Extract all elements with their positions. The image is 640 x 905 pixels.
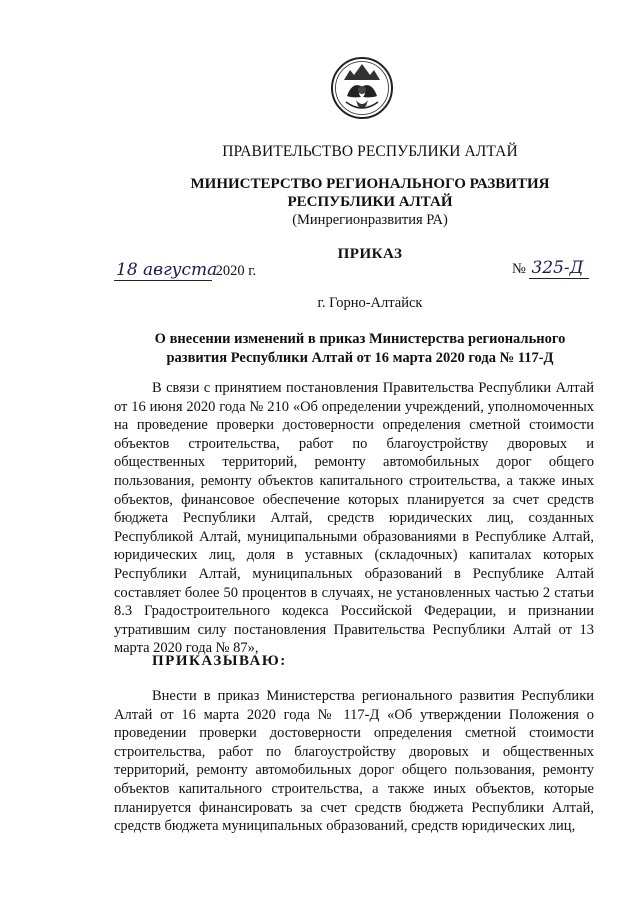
- ministry-name: [0, 175, 640, 211]
- order-title: [120, 330, 600, 368]
- ministry-name-line2: РЕСПУБЛИКИ АЛТАЙ: [287, 194, 453, 210]
- directive-paragraph: Внести в приказ Министерства регионального развития Республики Алтай от 16 марта 2020 года № 117-Д «Об утверждении Положения о проведении проверки достоверности определения сметной стоимости строительства, работ по благоустройству дворовых и общественных территорий, ремонту автомобильных дорог общего пользования, ремонту объектов капитального строительства, а также иных объектов, которые планируется финансировать за счет средств бюджета Республики Алтай, средств бюджета муниципальных образований, средств юридических лиц,: [114, 688, 594, 835]
- order-directive: ПРИКАЗЫВАЮ:: [152, 653, 287, 669]
- ministry-abbreviation: (Минрегионразвития РА): [292, 212, 448, 228]
- date-year: 2020 г.: [215, 263, 257, 279]
- ministry-name-line1: МИНИСТЕРСТВО РЕГИОНАЛЬНОГО РАЗВИТИЯ: [190, 176, 550, 192]
- city: г. Горно-Алтайск: [317, 295, 423, 311]
- order-number: [512, 258, 589, 279]
- order-date: [114, 260, 256, 281]
- handwritten-number: 325-Д: [529, 258, 589, 279]
- altai-emblem-icon: [330, 56, 394, 120]
- order-title-line2: развития Республики Алтай от 16 марта 2020 года № 117-Д: [166, 350, 554, 366]
- preamble-paragraph: В связи с принятием постановления Правительства Республики Алтай от 16 июня 2020 года № 210 «Об определении учреждений, уполномоченных на проведение проверки достоверности определения сметной стоимости объектов строительства, работ по благоустройству дворовых и общественных территорий, ремонту автомобильных дорог общего пользования, ремонту объектов капитального строительства, а также иных объектов, финансовое обеспечение которых планируется за счет средств бюджета Республики Алтай, средств юридических лиц, созданных Республикой Алтай, муниципальными образованиями в Республике Алтай, юридических лиц, доля в уставных (складочных) капиталах которых Республики Алтай, муниципальных образований в Республике Алтай составляет более 50 процентов в случаях, не установленных частью 2 статьи 8.3 Градостроительного кодекса Российской Федерации, и признании утратившим силу постановления Правительства Республики Алтай от 13 марта 2020 года № 87»,: [114, 380, 594, 657]
- order-title-line1: О внесении изменений в приказ Министерства регионального: [154, 331, 566, 347]
- number-sign: №: [512, 261, 526, 277]
- government-name: ПРАВИТЕЛЬСТВО РЕСПУБЛИКИ АЛТАЙ: [222, 143, 518, 160]
- document-type: ПРИКАЗ: [337, 246, 403, 262]
- handwritten-date: 18 августа: [116, 260, 218, 280]
